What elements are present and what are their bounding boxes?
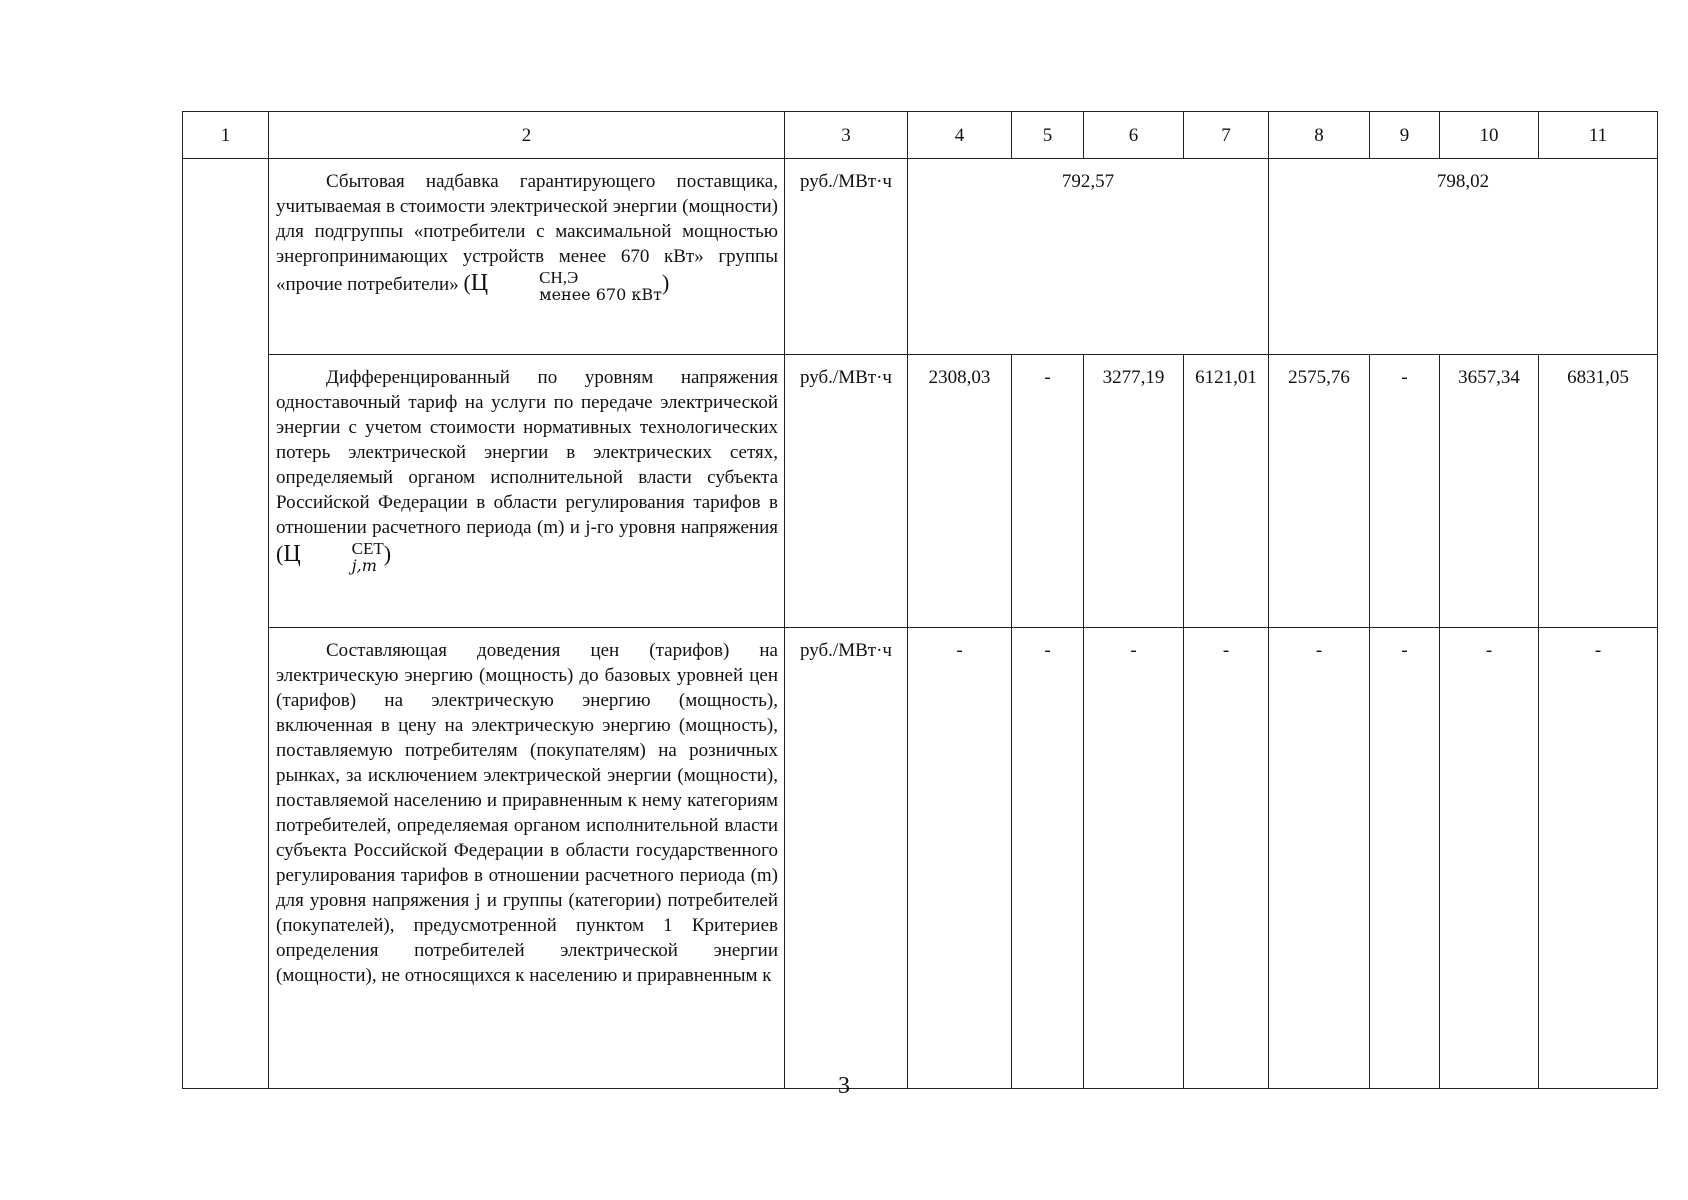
value-cell: 2575,76 <box>1269 355 1370 628</box>
formula: (Ц СН,Э менее 670 кВт ) <box>463 268 670 304</box>
value-cell: 3277,19 <box>1084 355 1184 628</box>
tariff-table <box>182 111 1658 1089</box>
header-row <box>183 112 1658 159</box>
description-cell <box>269 628 785 1089</box>
description-text: Сбытовая надбавка гарантирующего поставщика, учитываемая в стоимости электрической энергии (мощности) для подгруппы «потребители с максимальной мощностью энергопринимающих устройств менее 670 кВт» группы «прочие потребители» <box>276 171 778 295</box>
header-cell: 4 <box>908 112 1012 159</box>
header-cell: 2 <box>269 112 785 159</box>
value-cell: - <box>1269 628 1370 1089</box>
header-cell: 6 <box>1084 112 1184 159</box>
value-cell: - <box>1084 628 1184 1089</box>
page-number: 3 <box>838 1073 850 1099</box>
value-cell: - <box>1012 355 1084 628</box>
value-cell: - <box>1370 628 1440 1089</box>
header-cell: 11 <box>1539 112 1658 159</box>
value-cell: - <box>1370 355 1440 628</box>
value-cell: - <box>1440 628 1539 1089</box>
description-text: Дифференцированный по уровням напряжения одноставочный тариф на услуги по передаче электрической энергии с учетом стоимости нормативных технологических потерь электрической энергии в электрических сетях, определяемый органом исполнительной власти субъекта Российской Федерации в области регулирования тарифов в отношении расчетного периода (m) и j-го уровня напряжения <box>276 367 778 538</box>
header-cell: 8 <box>1269 112 1370 159</box>
table-row <box>183 159 1658 355</box>
value-cell: - <box>1539 628 1658 1089</box>
value-cell: 6831,05 <box>1539 355 1658 628</box>
unit-cell: руб./МВт·ч <box>785 355 908 628</box>
value-cell: 3657,34 <box>1440 355 1539 628</box>
value-cell: 6121,01 <box>1184 355 1269 628</box>
value-cell: - <box>1012 628 1084 1089</box>
unit-cell: руб./МВт·ч <box>785 628 908 1089</box>
header-cell: 7 <box>1184 112 1269 159</box>
header-cell: 9 <box>1370 112 1440 159</box>
description-cell <box>269 159 785 355</box>
description-cell <box>269 355 785 628</box>
unit-cell: руб./МВт·ч <box>785 159 908 355</box>
table-row <box>183 355 1658 628</box>
header-cell: 3 <box>785 112 908 159</box>
table-row <box>183 628 1658 1089</box>
value-cell: 2308,03 <box>908 355 1012 628</box>
header-cell: 10 <box>1440 112 1539 159</box>
description-text: Составляющая доведения цен (тарифов) на электрическую энергию (мощность) до базовых уровней цен (тарифов) на электрическую энергию (мощность), включенная в цену на электрическую энергию (мощность), поставляемую потребителям (покупателям) на розничных рынках, за исключением электрической энергии (мощности), поставляемой населению и приравненным к нему категориям потребителей, определяемая органом исполнительной власти субъекта Российской Федерации в области государственного регулирования тарифов в отношении расчетного периода (m) для уровня напряжения j и группы (категории) потребителей (покупателей), предусмотренной пунктом 1 Критериев определения потребителей электрической энергии (мощности), не относящихся к населению и приравненным к <box>276 640 778 986</box>
value-cell: 798,02 <box>1269 159 1658 355</box>
number-cell <box>183 159 269 1089</box>
value-cell: - <box>1184 628 1269 1089</box>
value-cell: 792,57 <box>908 159 1269 355</box>
header-cell: 1 <box>183 112 269 159</box>
formula: (Ц СЕТ j,m ) <box>276 539 392 575</box>
value-cell: - <box>908 628 1012 1089</box>
header-cell: 5 <box>1012 112 1084 159</box>
